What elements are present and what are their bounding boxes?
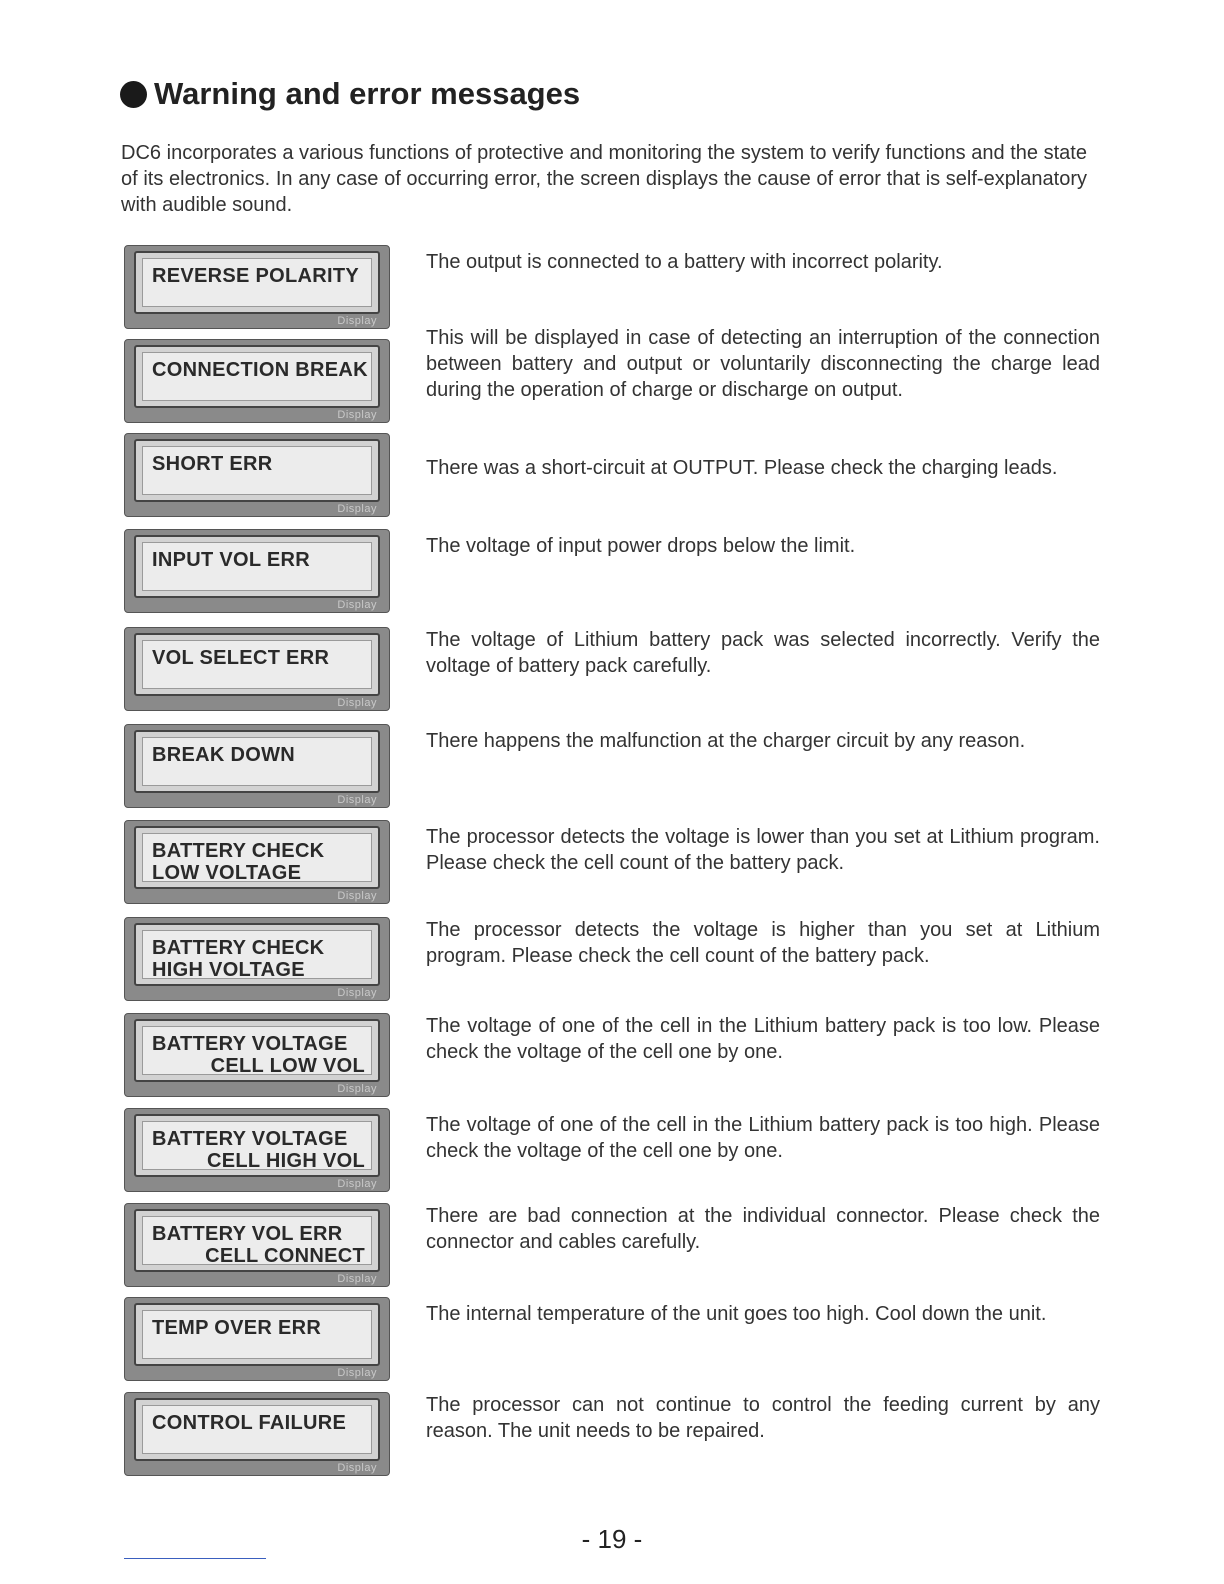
heading-text: Warning and error messages [154,76,581,111]
lcd-text [152,549,365,571]
error-description: The voltage of input power drops below the limit. [426,535,856,557]
lcd-frame [134,923,380,986]
error-description: The output is connected to a battery with incorrect polarity. [426,251,943,273]
lcd-frame [134,730,380,793]
lcd-text [152,840,365,884]
lcd-line-2: CELL HIGH VOL [207,1150,365,1172]
lcd-text [152,744,365,766]
lcd-screen [142,542,372,591]
lcd-text [152,359,368,381]
lcd-text [152,1128,365,1172]
lcd-screen [142,352,372,401]
lcd-line-1: CONNECTION BREAK [152,359,368,381]
lcd-display [124,1203,390,1287]
intro-paragraph: DC6 incorporates a various functions of protective and monitoring the system to verify functions and the state of its electronics. In any case of occurring error, the screen displays the cause of error that is self-explanatory with audible sound. [121,142,1087,216]
lcd-line-1: INPUT VOL ERR [152,549,310,571]
lcd-frame [134,535,380,598]
lcd-line-1: BATTERY CHECK [152,840,325,862]
lcd-display [124,1013,390,1097]
lcd-text [152,1412,365,1434]
lcd-text [152,1033,365,1077]
lcd-text [152,937,365,981]
lcd-text [152,1223,365,1267]
lcd-display [124,917,390,1001]
error-description: The voltage of one of the cell in the Lithium battery pack is too low. Please check the voltage of the cell one by one. [426,1015,1100,1063]
lcd-screen [142,1405,372,1454]
lcd-line-1: BATTERY VOLTAGE [152,1033,348,1055]
lcd-frame [134,251,380,314]
lcd-screen [142,446,372,495]
page-heading [120,76,580,112]
lcd-line-1: BATTERY VOL ERR [152,1223,343,1245]
lcd-frame [134,345,380,408]
lcd-line-1: CONTROL FAILURE [152,1412,347,1434]
page-number: - 19 - [581,1524,643,1554]
display-caption: Display [337,503,377,515]
display-caption: Display [337,987,377,999]
lcd-screen [142,930,372,979]
lcd-display [124,529,390,613]
lcd-line-1: BREAK DOWN [152,744,295,766]
lcd-screen [142,1310,372,1359]
error-description: The processor can not continue to control the feeding current by any reason. The unit needs to be repaired. [426,1394,1100,1442]
error-description: There are bad connection at the individual connector. Please check the connector and cables carefully. [426,1205,1100,1253]
display-caption: Display [337,599,377,611]
display-caption: Display [337,315,377,327]
lcd-frame [134,1303,380,1366]
lcd-frame [134,633,380,696]
lcd-text [152,1317,365,1339]
lcd-display [124,245,390,329]
lcd-text [152,647,365,669]
lcd-screen [142,1216,372,1265]
error-description: There was a short-circuit at OUTPUT. Please check the charging leads. [426,457,1058,479]
display-caption: Display [337,1367,377,1379]
error-description: The voltage of Lithium battery pack was selected incorrectly. Verify the voltage of battery pack carefully. [426,629,1100,677]
lcd-frame [134,1019,380,1082]
lcd-frame [134,1398,380,1461]
error-description: There happens the malfunction at the charger circuit by any reason. [426,730,1026,752]
error-description: This will be displayed in case of detecting an interruption of the connection between battery and output or voluntarily disconnecting the charge lead during the operation of charge or discharge on output. [426,327,1100,401]
display-caption: Display [337,794,377,806]
lcd-line-2: CELL LOW VOL [210,1055,365,1077]
display-caption: Display [337,697,377,709]
display-caption: Display [337,1462,377,1474]
error-description: The voltage of one of the cell in the Lithium battery pack is too high. Please check the voltage of the cell one by one. [426,1114,1100,1162]
display-caption: Display [337,409,377,421]
lcd-screen [142,833,372,882]
lcd-frame [134,1114,380,1177]
lcd-line-2: LOW VOLTAGE [152,862,302,884]
display-caption: Display [337,1273,377,1285]
bullet-icon [120,81,147,108]
lcd-screen [142,1121,372,1170]
lcd-line-1: SHORT ERR [152,453,273,475]
lcd-line-1: BATTERY VOLTAGE [152,1128,348,1150]
lcd-display [124,627,390,711]
lcd-frame [134,439,380,502]
lcd-screen [142,640,372,689]
lcd-display [124,1297,390,1381]
display-caption: Display [337,1178,377,1190]
lcd-screen [142,1026,372,1075]
lcd-screen [142,737,372,786]
lcd-display [124,339,390,423]
lcd-screen [142,258,372,307]
lcd-line-1: VOL SELECT ERR [152,647,330,669]
lcd-display [124,433,390,517]
lcd-line-1: TEMP OVER ERR [152,1317,322,1339]
lcd-display [124,820,390,904]
lcd-text [152,265,365,287]
lcd-line-1: REVERSE POLARITY [152,265,360,287]
lcd-display [124,1108,390,1192]
lcd-line-1: BATTERY CHECK [152,937,325,959]
footer-rule [124,1558,266,1559]
lcd-line-2: CELL CONNECT [205,1245,365,1267]
lcd-frame [134,826,380,889]
lcd-display [124,1392,390,1476]
display-caption: Display [337,890,377,902]
error-description: The processor detects the voltage is higher than you set at Lithium program. Please check the cell count of the battery pack. [426,919,1100,967]
lcd-text [152,453,365,475]
lcd-frame [134,1209,380,1272]
error-description: The internal temperature of the unit goes too high. Cool down the unit. [426,1303,1047,1325]
lcd-line-2: HIGH VOLTAGE [152,959,305,981]
error-description: The processor detects the voltage is lower than you set at Lithium program. Please check the cell count of the battery pack. [426,826,1100,874]
display-caption: Display [337,1083,377,1095]
lcd-display [124,724,390,808]
